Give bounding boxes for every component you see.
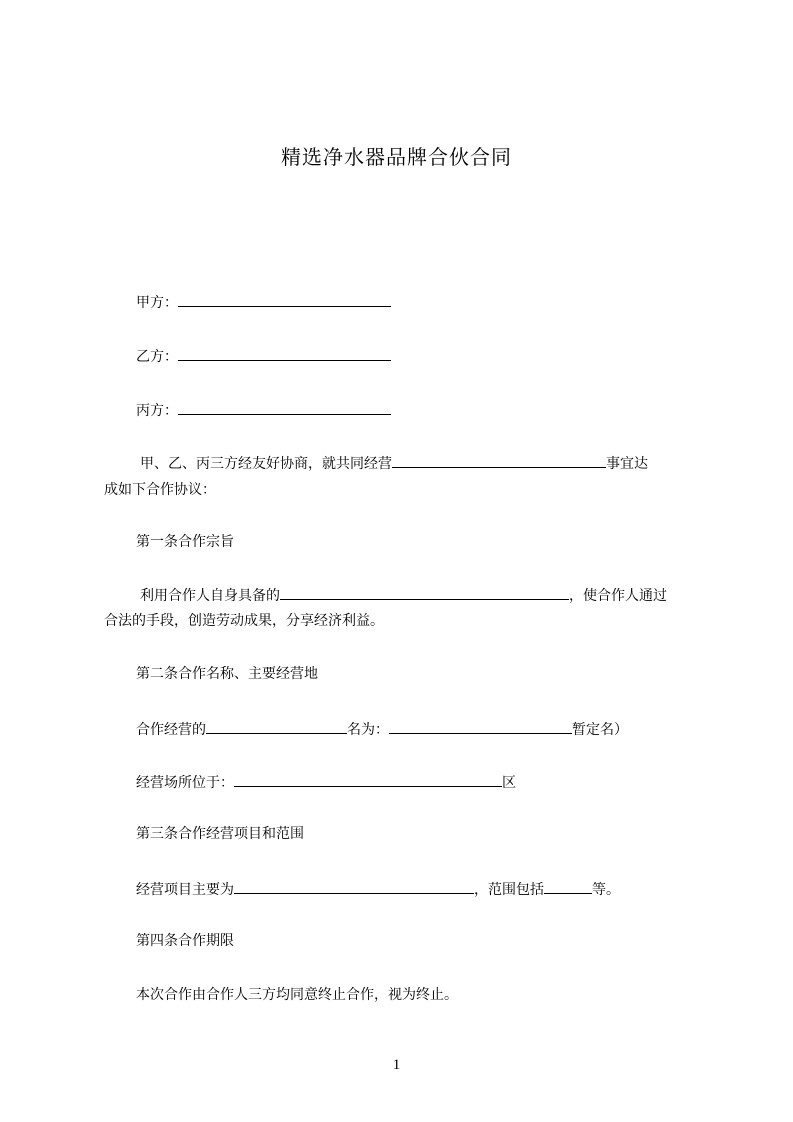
article-1-line-1 — [140, 584, 667, 606]
party-b-line — [136, 345, 391, 367]
party-a-label: 甲方： — [136, 295, 178, 311]
intro-text-c: 成如下合作协议： — [104, 482, 216, 498]
article-1-text-a: 利用合作人自身具备的 — [140, 588, 280, 604]
party-b-blank — [178, 345, 391, 361]
article-3-text-a: 经营项目主要为 — [136, 882, 234, 898]
article-1-blank — [280, 584, 569, 600]
article-1-line-2 — [104, 611, 384, 631]
article-3-blank-2 — [544, 878, 592, 894]
article-2-place-line — [136, 771, 516, 793]
article-2-place-a: 经营场所位于： — [136, 775, 234, 791]
party-c-line — [136, 399, 391, 421]
intro-text-b: 事宜达 — [606, 456, 648, 472]
article-4-text: 本次合作由合作人三方均同意终止合作，视为终止。 — [136, 987, 458, 1003]
article-2-name-c: 暂定名） — [572, 722, 628, 738]
article-2-place-b: 区 — [502, 775, 516, 791]
article-2-name-a: 合作经营的 — [136, 722, 206, 738]
party-a-blank — [178, 291, 391, 307]
article-2-name-blank-1 — [206, 718, 347, 734]
intro-text-a: 甲、乙、丙三方经友好协商，就共同经营 — [140, 456, 392, 472]
article-2-name-blank-2 — [389, 718, 572, 734]
article-3-line — [136, 878, 620, 900]
article-1-text-b: ，使合作人通过 — [569, 588, 667, 604]
party-b-label: 乙方： — [136, 349, 178, 365]
intro-line-1 — [140, 452, 648, 474]
page-number: 1 — [392, 1057, 401, 1073]
party-c-label: 丙方： — [136, 403, 178, 419]
party-c-blank — [178, 399, 391, 415]
article-4-heading: 第四条合作期限 — [136, 933, 234, 949]
article-1-text-c: 合法的手段，创造劳动成果，分享经济利益。 — [104, 613, 384, 629]
party-a-line — [136, 291, 391, 313]
document-title: 精选净水器品牌合伙合同 — [281, 145, 512, 169]
article-2-place-blank — [234, 771, 502, 787]
intro-line-2 — [104, 480, 216, 500]
article-3-blank-1 — [234, 878, 474, 894]
article-3-text-c: 等。 — [592, 882, 620, 898]
article-2-name-line — [136, 718, 628, 740]
article-2-name-b: 名为： — [347, 722, 389, 738]
article-3-text-b: ，范围包括 — [474, 882, 544, 898]
article-3-heading: 第三条合作经营项目和范围 — [136, 826, 304, 842]
article-1-heading: 第一条合作宗旨 — [136, 534, 234, 550]
article-2-heading: 第二条合作名称、主要经营地 — [136, 666, 318, 682]
intro-blank — [392, 452, 606, 468]
